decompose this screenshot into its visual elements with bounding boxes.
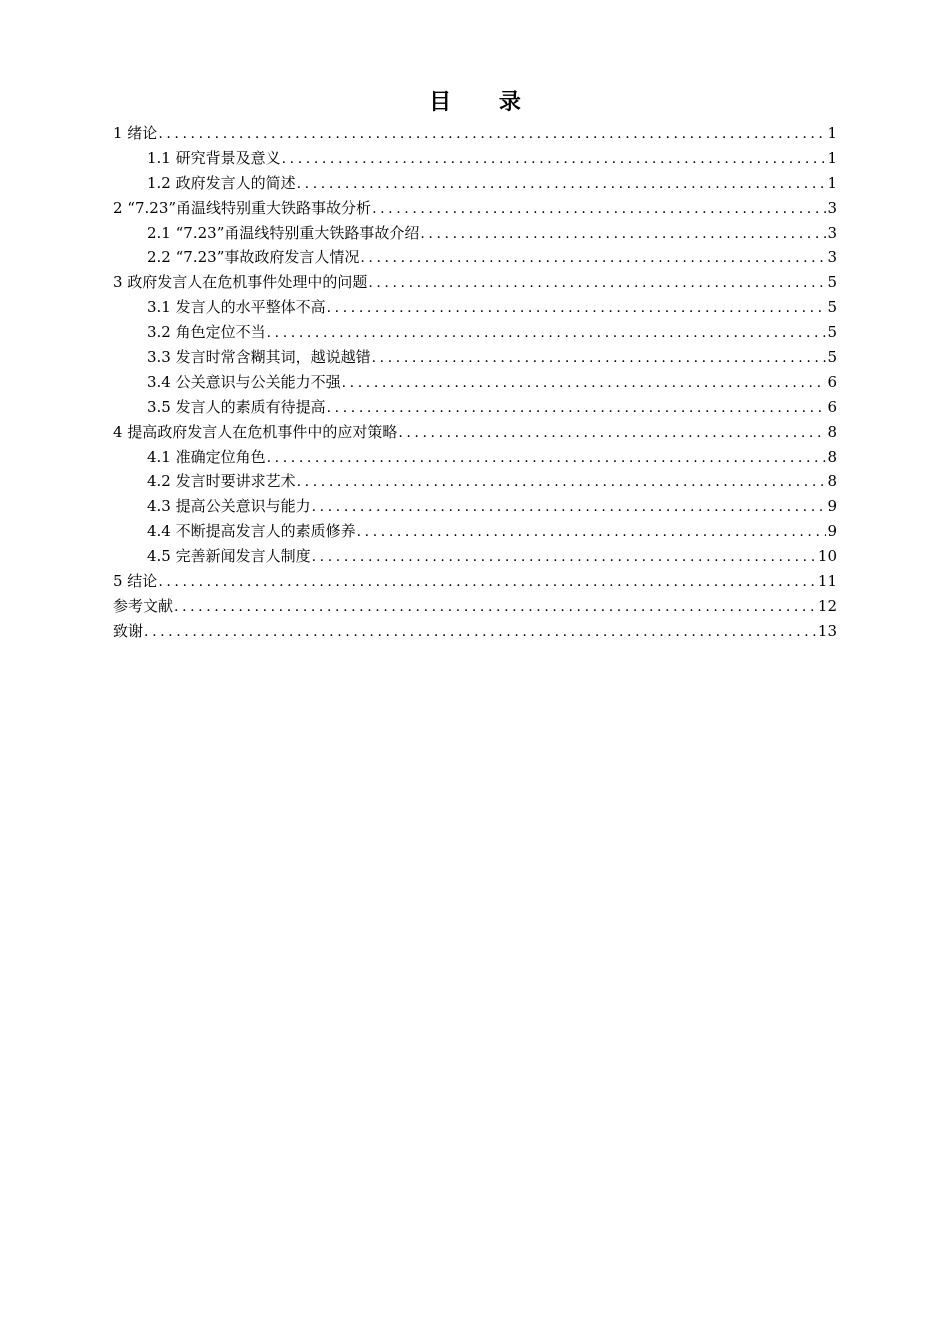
toc-entry-text: 1.2 政府发言人的简述 <box>147 173 296 192</box>
toc-entry-text: 2 “7.23”甬温线特别重大铁路事故分析 <box>113 198 372 217</box>
toc-page-number: 5 <box>827 348 837 367</box>
toc-dot-leader <box>368 271 826 296</box>
toc-page-number: 5 <box>827 273 837 292</box>
toc-dot-leader <box>267 446 827 471</box>
toc-page-number: 5 <box>827 298 837 317</box>
toc-page-number: 8 <box>827 472 837 491</box>
toc-entry <box>113 445 837 470</box>
toc-entry <box>113 270 837 295</box>
toc-page-number: 9 <box>827 522 837 541</box>
toc-entry-text: 3 政府发言人在危机事件处理中的问题 <box>113 273 368 292</box>
toc-entry-text: 3.2 角色定位不当 <box>147 323 266 342</box>
toc-entry-text: 4 提高政府发言人在危机事件中的应对策略 <box>113 422 398 441</box>
toc-entry-text: 参考文献 <box>113 596 174 615</box>
toc-dot-leader <box>342 371 827 396</box>
toc-page-number: 3 <box>827 248 837 267</box>
toc-dot-leader <box>398 421 826 446</box>
toc-dot-leader <box>267 321 827 346</box>
toc-entry <box>113 171 837 196</box>
toc-dot-leader <box>158 122 826 147</box>
toc-page-number: 6 <box>827 397 837 416</box>
toc-entry-text: 1 绪论 <box>113 124 158 142</box>
toc-dot-leader <box>327 396 827 421</box>
toc-entry <box>113 619 837 644</box>
toc-dot-leader <box>327 296 827 321</box>
toc-entry <box>113 146 837 171</box>
table-of-contents <box>113 121 837 644</box>
toc-dot-leader <box>372 197 826 222</box>
toc-entry-text: 3.1 发言人的水平整体不高 <box>147 298 326 317</box>
toc-entry-text: 4.3 提高公关意识与能力 <box>147 497 311 516</box>
toc-entry <box>113 245 837 270</box>
toc-page-number: 1 <box>827 124 837 142</box>
toc-entry <box>113 121 837 146</box>
toc-dot-leader <box>312 495 827 520</box>
toc-entry <box>113 320 837 345</box>
toc-page-number: 5 <box>827 323 837 342</box>
toc-page-number: 1 <box>827 173 837 192</box>
toc-page-number: 3 <box>827 198 837 217</box>
toc-page-number: 13 <box>817 621 837 640</box>
toc-entry-text: 3.4 公关意识与公关能力不强 <box>147 372 341 391</box>
toc-entry <box>113 594 837 619</box>
toc-page-number: 10 <box>817 547 837 566</box>
toc-entry <box>113 370 837 395</box>
toc-dot-leader <box>312 545 817 570</box>
toc-title: 目 录 <box>429 90 541 115</box>
toc-dot-leader <box>174 595 817 620</box>
toc-entry-text: 4.5 完善新闻发言人制度 <box>147 547 311 566</box>
toc-page-number: 11 <box>817 572 837 591</box>
toc-dot-leader <box>357 520 827 545</box>
toc-page-number: 6 <box>827 372 837 391</box>
toc-entry <box>113 345 837 370</box>
toc-page-number: 8 <box>827 447 837 466</box>
toc-entry <box>113 569 837 594</box>
toc-entry-text: 致谢 <box>113 621 144 640</box>
toc-entry <box>113 221 837 246</box>
toc-entry-text: 5 结论 <box>113 572 158 591</box>
toc-entry-text: 2.2 “7.23”事故政府发言人情况 <box>147 248 360 267</box>
toc-dot-leader <box>372 346 827 371</box>
toc-dot-leader <box>420 222 826 247</box>
toc-dot-leader <box>297 172 827 197</box>
toc-page-number: 1 <box>827 148 837 167</box>
toc-page-number: 3 <box>827 223 837 242</box>
toc-entry <box>113 420 837 445</box>
toc-entry <box>113 295 837 320</box>
toc-page-number: 8 <box>827 422 837 441</box>
toc-entry-text: 4.2 发言时要讲求艺术 <box>147 472 296 491</box>
toc-entry <box>113 196 837 221</box>
toc-entry <box>113 395 837 420</box>
toc-entry <box>113 469 837 494</box>
toc-entry-text: 4.1 准确定位角色 <box>147 447 266 466</box>
toc-dot-leader <box>360 246 826 271</box>
toc-dot-leader <box>282 147 827 172</box>
toc-entry <box>113 494 837 519</box>
toc-entry-text: 3.3 发言时常含糊其词，越说越错 <box>147 348 371 367</box>
toc-dot-leader <box>144 620 817 645</box>
toc-entry <box>113 544 837 569</box>
toc-entry-text: 2.1 “7.23”甬温线特别重大铁路事故介绍 <box>147 223 420 242</box>
toc-entry-text: 4.4 不断提高发言人的素质修养 <box>147 522 356 541</box>
toc-entry-text: 1.1 研究背景及意义 <box>147 148 281 167</box>
toc-entry <box>113 519 837 544</box>
toc-entry-text: 3.5 发言人的素质有待提高 <box>147 397 326 416</box>
toc-page-number: 9 <box>827 497 837 516</box>
toc-dot-leader <box>297 470 827 495</box>
toc-dot-leader <box>158 570 817 595</box>
toc-page-number: 12 <box>817 596 837 615</box>
